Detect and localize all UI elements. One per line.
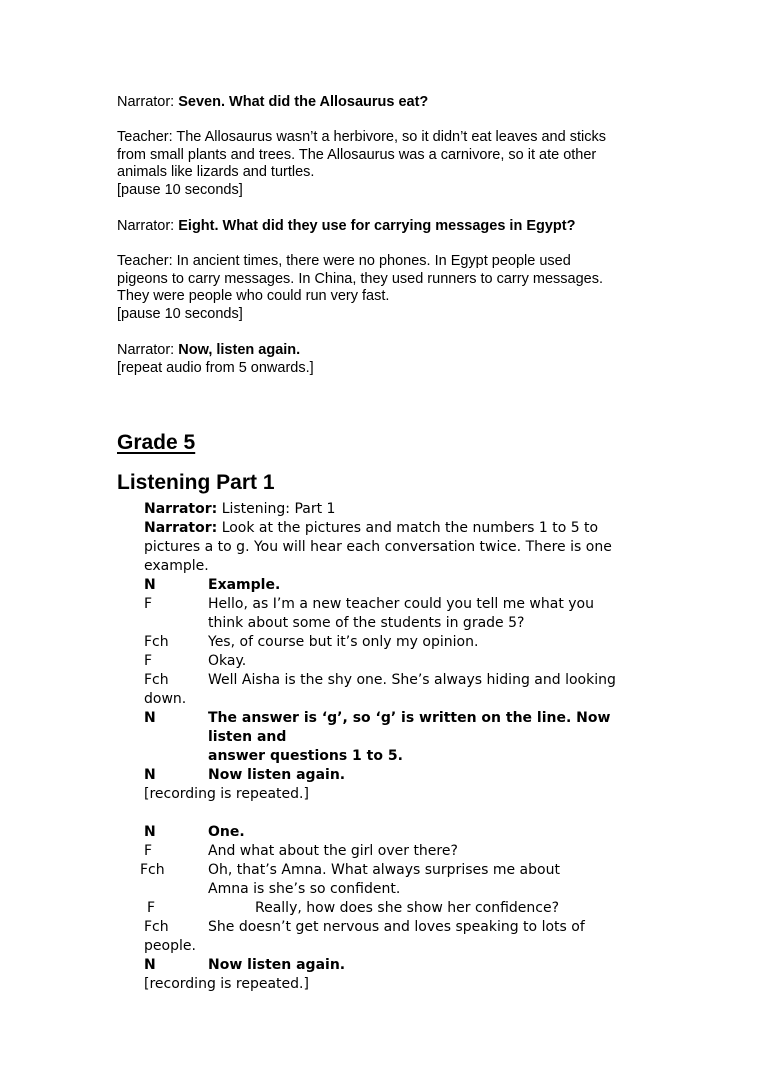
text-line: Look at the pictures and match the numbers 1 to 5 to	[221, 520, 599, 536]
line-text: Well Aisha is the shy one. She’s always hiding and looking	[208, 672, 616, 688]
line-text: One.	[208, 824, 245, 840]
script-line	[144, 652, 659, 671]
speaker-label: Narrator:	[117, 342, 175, 358]
speaker-label: Narrator:	[144, 520, 218, 536]
repeat-note: [repeat audio from 5 onwards.]	[117, 359, 314, 376]
speaker-label: N	[144, 957, 156, 973]
script-line	[144, 842, 659, 861]
line-text: think about some of the students in grade 5?	[208, 615, 525, 631]
script-line	[144, 576, 659, 595]
teacher-answer-7	[117, 129, 657, 199]
section-heading: Listening Part 1	[117, 471, 275, 494]
line-text: Now listen again.	[208, 957, 346, 973]
speaker-label: F	[144, 653, 153, 669]
intro-instructions	[144, 519, 659, 576]
question-text: Eight. What did they use for carrying messages in Egypt?	[178, 218, 576, 234]
speaker-label: Fch	[140, 862, 165, 878]
line-text: Yes, of course but it’s only my opinion.	[208, 634, 479, 650]
pause-note: [pause 10 seconds]	[117, 305, 243, 322]
speaker-label: Fch	[144, 634, 169, 650]
speaker-label: N	[144, 824, 156, 840]
line-text: answer questions 1 to 5.	[208, 748, 403, 764]
speaker-label: N	[144, 710, 156, 726]
line-text: Example.	[208, 577, 281, 593]
speaker-label: Fch	[144, 672, 169, 688]
speaker-label: Fch	[144, 919, 169, 935]
speaker-label: N	[144, 767, 156, 783]
text-line: They were people who could run very fast.	[117, 288, 390, 304]
speaker-label: F	[147, 900, 156, 916]
line-text: The answer is ‘g’, so ‘g’ is written on the line. Now listen and	[208, 710, 611, 745]
text-line: Teacher: In ancient times, there were no phones. In Egypt people used	[117, 253, 571, 269]
line-text: Really, how does she show her confidence?	[255, 900, 560, 916]
intro-text: Listening: Part 1	[221, 501, 336, 517]
repeat-note: [recording is repeated.]	[144, 976, 309, 992]
line-text: Okay.	[208, 653, 247, 669]
script-line	[144, 709, 659, 766]
grade-heading: Grade 5	[117, 431, 196, 454]
question-text: Seven. What did the Allosaurus eat?	[178, 94, 429, 110]
text-line: pictures a to g. You will hear each conversation twice. There is one	[144, 539, 612, 555]
line-text: Now listen again.	[208, 767, 346, 783]
narrator-listen-again	[117, 342, 657, 377]
text-line: example.	[144, 558, 209, 574]
script-line	[144, 918, 659, 937]
spacer	[144, 804, 659, 823]
listening-part-1-script	[140, 500, 659, 994]
teacher-answer-8	[117, 253, 657, 323]
speaker-label: N	[144, 577, 156, 593]
speaker-label: F	[144, 596, 153, 612]
text-line: pigeons to carry messages. In China, they used runners to carry messages.	[117, 270, 603, 287]
script-line	[144, 766, 659, 785]
script-line	[144, 595, 659, 633]
script-line	[144, 956, 659, 975]
script-line	[144, 671, 659, 690]
line-text: Hello, as I’m a new teacher could you tell me what you	[208, 596, 594, 612]
speaker-label: F	[144, 843, 153, 859]
intro-line	[144, 500, 659, 519]
line-text: She doesn’t get nervous and loves speaking to lots of	[208, 919, 585, 935]
script-line	[144, 899, 659, 918]
speaker-label: Narrator:	[117, 218, 175, 234]
speaker-label: Narrator:	[144, 501, 218, 517]
repeat-note: [recording is repeated.]	[144, 786, 309, 802]
instruction-text: Now, listen again.	[178, 342, 301, 358]
text-line: animals like lizards and turtles.	[117, 164, 315, 180]
wrapped-text: people.	[144, 938, 196, 954]
script-line	[144, 633, 659, 652]
pause-note: [pause 10 seconds]	[117, 181, 243, 198]
narrator-question-8	[117, 218, 657, 236]
line-text: Amna is she’s so confident.	[208, 881, 401, 897]
text-line: Teacher: The Allosaurus wasn’t a herbivore, so it didn’t eat leaves and sticks	[117, 129, 606, 145]
wrapped-text: down.	[144, 691, 187, 707]
speaker-label: Narrator:	[117, 94, 175, 110]
text-line: from small plants and trees. The Allosaurus was a carnivore, so it ate other	[117, 146, 597, 163]
script-line	[144, 823, 659, 842]
line-text: And what about the girl over there?	[208, 843, 458, 859]
narrator-question-7	[117, 94, 657, 112]
script-line	[140, 861, 659, 899]
line-text: Oh, that’s Amna. What always surprises me about	[208, 862, 560, 878]
